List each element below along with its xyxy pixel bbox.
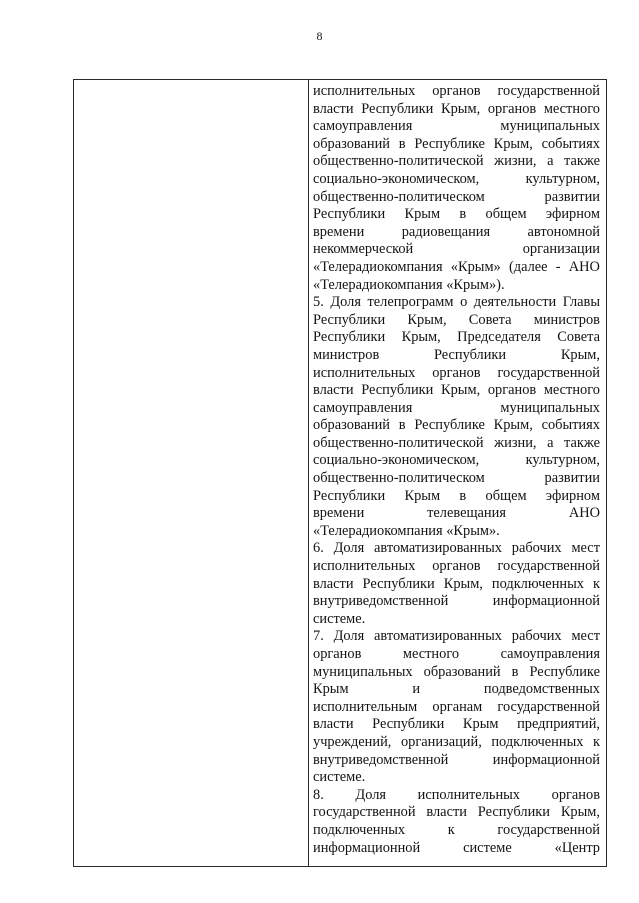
word: Крым, [493, 135, 533, 152]
text-line [313, 576, 600, 594]
word: органов [487, 382, 537, 399]
word: АНО [568, 258, 600, 275]
word: системе. [313, 769, 366, 786]
word: Республики [362, 575, 435, 592]
word: Крым, [407, 311, 447, 328]
word: государственной [497, 83, 600, 99]
word: органов [551, 786, 600, 803]
word: муниципальных [500, 118, 600, 135]
word: местного [402, 646, 460, 662]
word: муниципальных [313, 663, 413, 680]
word: исполнительных [313, 83, 416, 99]
word: событиях [541, 135, 600, 152]
word: образований [423, 663, 501, 680]
word: развитии [544, 188, 600, 205]
text-line [313, 171, 600, 189]
word: АНО [568, 505, 600, 522]
text-line [313, 101, 600, 119]
word: подведомственных [483, 681, 600, 698]
word: Республики [477, 804, 550, 821]
word: автономной [527, 223, 600, 240]
text-line [313, 752, 600, 770]
word: общем [485, 206, 527, 223]
word: и [412, 681, 421, 698]
word: радиовещания [401, 223, 491, 240]
word: телепрограмм [367, 294, 454, 311]
word: к [593, 733, 600, 750]
word: «Телерадиокомпания [313, 522, 447, 539]
word: муниципальных [500, 399, 600, 416]
word: Крым, [560, 346, 600, 363]
text-line [313, 716, 600, 734]
text-line [313, 400, 600, 418]
word: «Телерадиокомпания [313, 258, 443, 275]
word: Республики [313, 329, 386, 346]
text-line [313, 558, 600, 576]
word: времени [313, 223, 365, 240]
text-line [313, 118, 600, 136]
word: в [398, 417, 406, 434]
word: исполнительных [313, 364, 416, 381]
text-line [313, 435, 600, 453]
text-line [313, 312, 600, 330]
word: - [555, 258, 561, 275]
word: Крым, [560, 804, 600, 821]
word: в [459, 206, 467, 223]
text-line [313, 294, 600, 312]
word: «Крым» [450, 258, 501, 275]
word: Доля [355, 786, 387, 803]
word: Крым, [443, 575, 483, 592]
word: Главы [562, 294, 600, 311]
word: жизни, [494, 434, 537, 451]
word: «Крым». [446, 522, 500, 539]
text-line [313, 470, 600, 488]
word: местного [543, 382, 600, 399]
word: мест [571, 628, 600, 645]
word: времени [313, 505, 365, 522]
word: Республике [414, 417, 485, 434]
word: автоматизированных [374, 540, 502, 557]
word: Доля [333, 540, 365, 557]
word: культурном, [525, 452, 600, 469]
text-line [313, 241, 600, 259]
word: Крым, [493, 417, 533, 434]
word: самоуправления [500, 646, 600, 662]
word: общественно-политическом [313, 188, 485, 205]
word: власти [313, 382, 354, 399]
word: информационной [492, 593, 600, 610]
word: Совета [468, 311, 512, 328]
word: самоуправления [313, 118, 413, 135]
word: 6. [313, 540, 324, 557]
word: Крым [404, 487, 441, 504]
word: самоуправления [313, 399, 413, 416]
text-line [313, 277, 600, 295]
word: деятельности [473, 294, 557, 311]
word: 5. [313, 294, 324, 311]
word: рабочих [511, 540, 562, 557]
word: развитии [544, 470, 600, 487]
word: общественно-политическом [313, 470, 485, 487]
description-cell [313, 83, 600, 857]
word: в [398, 135, 406, 152]
word: информационной [492, 751, 600, 768]
word: Крым [404, 206, 441, 223]
word: 8. [313, 786, 324, 803]
text-line [313, 259, 600, 277]
text-line [313, 153, 600, 171]
text-line [313, 822, 600, 840]
word: Крым, [441, 382, 481, 399]
word: органов [487, 100, 537, 117]
word: Крым, [401, 329, 441, 346]
word: министров [533, 311, 600, 328]
text-line [313, 83, 600, 101]
word: Республике [414, 135, 485, 152]
word: общественно-политической [313, 153, 484, 170]
word: к [592, 575, 600, 592]
text-line [313, 664, 600, 682]
word: а [547, 434, 554, 451]
word: государственной [313, 804, 416, 821]
word: органов [432, 558, 481, 575]
word: Крым, [441, 100, 481, 117]
text-line [313, 417, 600, 435]
document-table [73, 79, 607, 867]
word: организаций, [400, 733, 482, 750]
word: о [460, 294, 468, 311]
text-line [313, 734, 600, 752]
word: Крым [313, 681, 349, 698]
word: системе. [313, 610, 366, 627]
word: общем [485, 487, 527, 504]
text-line [313, 593, 600, 611]
text-line [313, 365, 600, 383]
text-line [313, 505, 600, 523]
text-line [313, 646, 600, 664]
text-line [313, 347, 600, 365]
word: культурном, [525, 170, 600, 187]
word: исполнительных [313, 558, 416, 575]
word: внутриведомственной [313, 751, 449, 768]
word: учреждений, [313, 733, 392, 750]
text-line [313, 382, 600, 400]
word: Республики [361, 100, 434, 117]
text-line [313, 329, 600, 347]
word: информационной [313, 839, 421, 856]
text-line [313, 628, 600, 646]
word: «Центр [554, 839, 600, 856]
word: Республики [313, 487, 386, 504]
word: органов [432, 83, 481, 99]
column-divider [308, 80, 309, 866]
word: к [447, 821, 455, 838]
word: власти [313, 100, 354, 117]
text-line [313, 840, 600, 858]
word: также [564, 434, 600, 451]
word: также [564, 153, 600, 170]
word: власти [313, 716, 354, 733]
word: государственной [497, 821, 600, 838]
word: (далее [508, 258, 548, 275]
text-line [313, 488, 600, 506]
word: власти [426, 804, 467, 821]
word: социально-экономическом, [313, 170, 480, 187]
word: органов [432, 364, 481, 381]
word: образований [313, 135, 390, 152]
text-line [313, 804, 600, 822]
word: эфирном [545, 206, 600, 223]
word: а [547, 153, 554, 170]
word: Доля [330, 294, 361, 311]
word: системе [463, 839, 512, 856]
word: эфирном [545, 487, 600, 504]
text-line [313, 224, 600, 242]
word: органам [432, 698, 483, 715]
text-line [313, 206, 600, 224]
word: Республики [433, 346, 507, 363]
word: Крым [462, 716, 499, 733]
word: образований [313, 417, 390, 434]
word: жизни, [494, 153, 537, 170]
word: «Крым»). [446, 276, 505, 293]
text-line [313, 787, 600, 805]
text-line [313, 136, 600, 154]
word: министров [313, 346, 380, 363]
word: в [511, 663, 519, 680]
word: Совета [557, 329, 600, 346]
word: местного [543, 100, 600, 117]
word: Республики [313, 311, 386, 328]
text-line [313, 611, 600, 629]
page-number: 8 [316, 29, 323, 43]
word: государственной [497, 698, 600, 715]
word: Республики [372, 716, 445, 733]
text-line [313, 452, 600, 470]
text-line [313, 681, 600, 699]
word: организации [522, 241, 600, 258]
word: социально-экономическом, [313, 452, 480, 469]
word: Республики [361, 382, 434, 399]
word: Доля [333, 628, 365, 645]
word: органов [313, 646, 362, 662]
word: Республике [529, 663, 600, 680]
word: подключенных [491, 733, 584, 750]
word: внутриведомственной [313, 593, 449, 610]
word: государственной [497, 364, 600, 381]
text-line [313, 769, 600, 787]
word: 7. [313, 628, 324, 645]
word: подключенных [313, 821, 406, 838]
word: в [459, 487, 467, 504]
text-line [313, 189, 600, 207]
word: телевещания [427, 505, 506, 522]
word: событиях [541, 417, 600, 434]
word: некоммерческой [313, 241, 414, 258]
word: исполнительным [313, 698, 418, 715]
word: власти [313, 575, 354, 592]
word: исполнительных [417, 786, 521, 803]
text-line [313, 699, 600, 717]
word: предприятий, [517, 716, 600, 733]
text-line [313, 523, 600, 541]
word: Председателя [457, 329, 541, 346]
text-line [313, 540, 600, 558]
word: Республики [313, 206, 386, 223]
word: «Телерадиокомпания [313, 276, 447, 293]
word: общественно-политической [313, 434, 484, 451]
word: рабочих [511, 628, 562, 645]
word: мест [571, 540, 600, 557]
word: государственной [497, 558, 600, 575]
word: подключенных [491, 575, 584, 592]
word: автоматизированных [374, 628, 502, 645]
